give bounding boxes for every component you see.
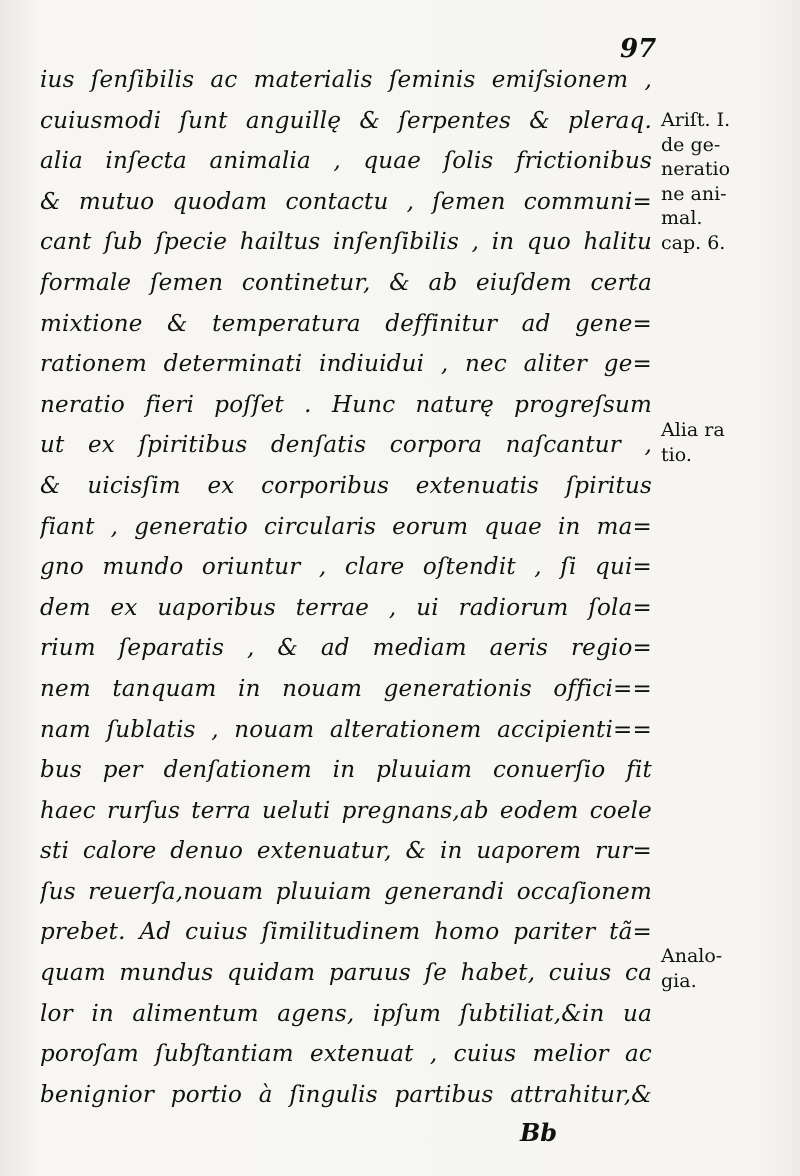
text-line: poroſam ſubſtantiam extenuat , cuius melior ac <box>40 1041 652 1068</box>
text-line: ius ſenſibilis ac materialis ſeminis emiſsionem , <box>40 67 652 93</box>
margin-line: de ge- <box>661 133 721 156</box>
text-line: dem ex uaporibus terrae , ui radiorum ſola= <box>40 594 652 621</box>
margin-line: Analo- <box>661 945 723 967</box>
text-line: fiant , generatio circularis eorum quae in ma= <box>40 513 652 540</box>
text-line: nam ſublatis , nouam alterationem accipienti== <box>40 716 652 743</box>
text-line: & uicisſim ex corporibus extenuatis ſpiritus <box>40 472 652 499</box>
margin-note-alia-ratio <box>661 418 725 467</box>
text-line: gno mundo oriuntur , clare oſtendit , ſi qui= <box>40 554 652 581</box>
text-line: ſus reuerſa,nouam pluuiam generandi occaſionem <box>40 878 652 905</box>
text-line: & mutuo quodam contactu , ſemen communi= <box>40 188 652 215</box>
margin-line: gia. <box>661 969 697 992</box>
margin-line: ne ani- <box>661 182 727 205</box>
text-line: mixtione & temperatura deffinitur ad gene= <box>40 310 652 337</box>
margin-line: neratio <box>661 158 731 181</box>
text-line: cuiusmodi ſunt anguillę & ſerpentes & pleraq. <box>40 107 652 134</box>
margin-note-aristotle <box>661 108 730 256</box>
text-line: benignior portio à ſingulis partibus attrahitur,& <box>40 1081 652 1108</box>
text-line: cant ſub ſpecie hailtus inſenſibilis , in quo halitu <box>40 229 652 256</box>
text-line: rationem determinati indiuidui , nec aliter ge= <box>40 351 652 378</box>
margin-line: Ariſt. I. <box>661 109 731 131</box>
catchword: Bb <box>520 1118 558 1147</box>
text-line: prebet. Ad cuius ſimilitudinem homo pariter tã= <box>40 919 652 946</box>
margin-line: Alia ra <box>661 419 725 441</box>
text-line: formale ſemen continetur, & ab eiuſdem certa <box>40 269 652 296</box>
text-line: quam mundus quidam paruus ſe habet, cuius ca <box>40 960 652 987</box>
text-line: haec rurſus terra ueluti pregnans,ab eodem coele <box>40 797 652 824</box>
page-number: 97 <box>620 34 657 64</box>
text-line: lor in alimentum agens, ipſum ſubtiliat,&in ua <box>40 1000 652 1027</box>
text-line: neratio fieri poſſet . Hunc naturę progreſsum <box>40 391 652 418</box>
text-line: ut ex ſpiritibus denſatis corpora naſcantur , <box>40 432 652 459</box>
margin-line: tio. <box>661 443 692 466</box>
margin-line: cap. 6. <box>661 231 726 254</box>
text-line: sti calore denuo extenuatur, & in uaporem rur= <box>40 838 652 865</box>
margin-note-analogia <box>661 944 722 993</box>
text-line: alia inſecta animalia , quae ſolis frictionibus <box>40 148 652 175</box>
text-line: nem tanquam in nouam generationis offici== <box>40 675 652 702</box>
text-line: bus per denſationem in pluuiam conuerſio fit <box>40 757 652 784</box>
main-text-block <box>40 60 652 1115</box>
margin-line: mal. <box>661 207 703 230</box>
text-line: rium ſeparatis , & ad mediam aeris regio= <box>40 635 652 662</box>
